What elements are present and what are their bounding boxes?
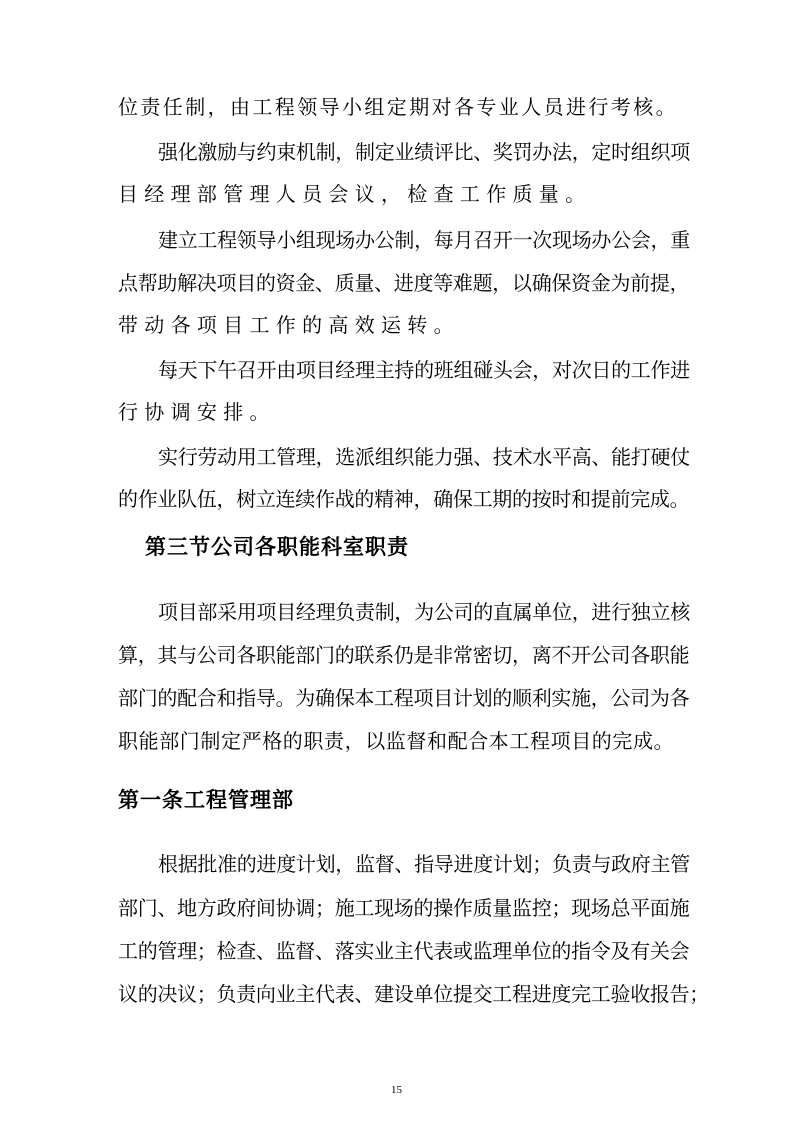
text-line: 项目部采用项目经理负责制，为公司的直属单位，进行独立核 — [158, 600, 690, 624]
text-line: 行协调安排。 — [118, 400, 276, 424]
text-line: 目经理部管理人员会议，检查工作质量。 — [118, 182, 592, 206]
text-line: 位责任制，由工程领导小组定期对各专业人员进行考核。 — [118, 95, 678, 119]
text-line: 的作业队伍，树立连续作战的精神，确保工期的按时和提前完成。 — [118, 487, 690, 511]
text-line: 根据批准的进度计划，监督、指导进度计划；负责与政府主管 — [158, 852, 690, 876]
text-line: 实行劳动用工管理，选派组织能力强、技术水平高、能打硬仗 — [158, 445, 690, 469]
article-heading: 第一条工程管理部 — [118, 788, 294, 812]
text-line: 职能部门制定严格的职责，以监督和配合本工程项目的完成。 — [118, 729, 675, 753]
text-line: 工的管理；检查、监督、落实业主代表或监理单位的指令及有关会 — [118, 939, 690, 963]
text-line: 点帮助解决项目的资金、质量、进度等难题，以确保资金为前提， — [118, 271, 690, 295]
text-line: 强化激励与约束机制，制定业绩评比、奖罚办法，定时组织项 — [158, 140, 690, 164]
text-line: 建立工程领导小组现场办公制，每月召开一次现场办公会，重 — [158, 228, 690, 252]
text-line: 部门的配合和指导。为确保本工程项目计划的顺利实施，公司为各 — [118, 686, 690, 710]
page-number: 15 — [391, 1084, 402, 1096]
section-heading: 第三节公司各职能科室职责 — [145, 535, 409, 559]
text-line: 部门、地方政府间协调；施工现场的操作质量监控；现场总平面施 — [118, 896, 690, 920]
text-line: 算，其与公司各职能部门的联系仍是非常密切，离不开公司各职能 — [118, 643, 690, 667]
text-line: 议的决议；负责向业主代表、建设单位提交工程进度完工验收报告； — [118, 982, 709, 1006]
text-line: 带动各项目工作的高效运转。 — [118, 313, 460, 337]
text-line: 每天下午召开由项目经理主持的班组碰头会，对次日的工作进 — [158, 358, 690, 382]
